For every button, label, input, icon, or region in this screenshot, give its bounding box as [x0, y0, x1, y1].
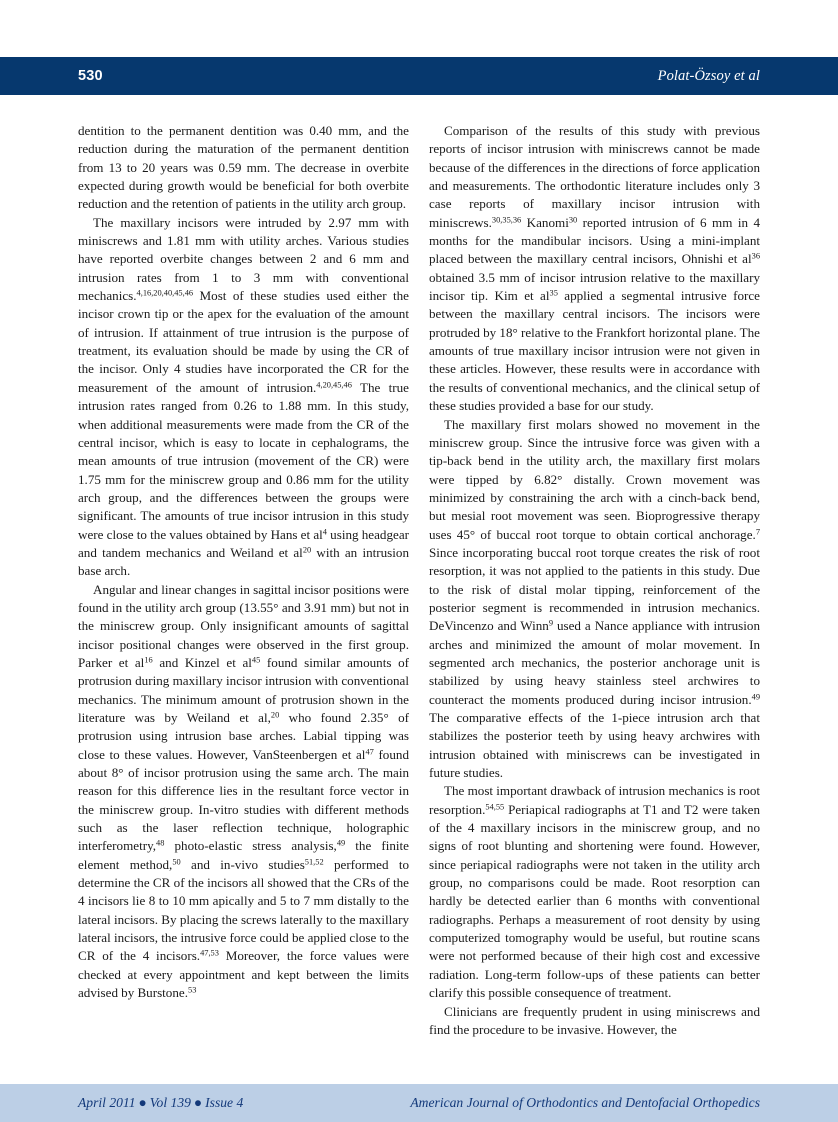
article-body [78, 122, 761, 1037]
footer-issue-part: Issue 4 [205, 1095, 244, 1110]
right-column-paragraph: The most important drawback of intrusion mechanics is root resorption.$^{54,55}$ Periapical radiographs at T1 and T2 were taken of the 4 maxillary incisors in the miniscrew group, and no signs of root blunting and shortening were found. However, since periapical radiographs were not taken in the utility arch group, no comparisons could be made. Root resorption can hardly be detected earlier than 6 months with conventional radiographs. Perhaps a measurement of root density by using computerized tomography would be useful, but routine scans were not performed because of their high cost and excessive radiation. Long-term follow-ups of these patients can better clarify this possible consequence of treatment. [429, 783, 760, 1001]
right-column-paragraph: Clinicians are frequently prudent in using miniscrews and find the procedure to be invasive. However, the [429, 1003, 760, 1037]
footer-issue-part: April 2011 [78, 1095, 136, 1110]
footer-separator-bullet: ● [138, 1095, 147, 1110]
footer-separator-bullet: ● [193, 1095, 203, 1110]
right-column [429, 122, 761, 1037]
page-footer-band [0, 1084, 838, 1122]
page-header-band [0, 57, 838, 95]
right-column-paragraph: The maxillary first molars showed no movement in the miniscrew group. Since the intrusive force was given with a tip-back bend in the utility arch, the maxillary first molars were tipped by 6.82° distally. Crown movement was minimized by constraining the arch with a cinch-back bend, but mesial root movement was seen. Bioprogressive therapy uses 45° of buccal root torque to obtain cortical anchorage.$^7$ Since incorporating buccal root torque creates the risk of root resorption, it was not applied to the patients in this study. Due to the risk of distal molar tipping, reinforcement of the posterior segment is recommended in intrusion mechanics. DeVincenzo and Winn$^9$ used a Nance appliance with intrusion arches and minimized the amount of molar movement. In segmented arch mechanics, the posterior anchorage unit is stabilized by using heavy stainless steel archwires to counteract the moments produced during incisor intrusion.$^{49}$ The comparative effects of the 1-piece intrusion arch that stabilizes the posterior teeth by using heavy archwires with intrusion obtained with miniscrews can be investigated in future studies. [429, 416, 761, 781]
page-header-content [78, 57, 760, 95]
right-column-paragraph: Comparison of the results of this study with previous reports of incisor intrusion with miniscrews cannot be made because of the differences in the directions of force application and measurements. The orthodontic literature includes only 3 case reports of maxillary incisor intrusion with miniscrews.$^{30,35,36}$ Kanomi$^{30}$ reported intrusion of 6 mm in 4 months for the mandibular incisors. Using a mini-implant placed between the maxillary central incisors, Ohnishi et $al^{36}$ obtained 3.5 mm of incisor intrusion relative to the maxillary incisor tip. Kim et $al^{35}$ applied a segmental intrusive force between the maxillary central incisors. The incisors were protruded by 18° relative to the Frankfort horizontal plane. The amounts of true maxillary incisor intrusion were not given in these articles. However, these results were in accordance with the results of conventional mechanics, and the clinical setup of these studies provided a base for our study. [429, 123, 761, 414]
running-title: Polat-Özsoy et al [657, 67, 760, 84]
page-number: 530 [78, 68, 103, 84]
left-column-paragraph: dentition to the permanent dentition was 0.40 mm, and the reduction during the maturation of the permanent dentition from 13 to 20 years was 0.59 mm. The decrease in overbite expected during growth would be beneficial for both overbite reduction and the retention of patients in the utility arch group. [78, 123, 409, 212]
left-column-paragraph: Angular and linear changes in sagittal incisor positions were found in the utility arch group (13.55° and 3.91 mm) but not in the miniscrew group. Only insignificant amounts of sagittal incisor positional changes were observed in the first group. Parker et $al^{16}$ and Kinzel et $al^{45}$ found similar amounts of protrusion during maxillary incisor intrusion with conventional mechanics. The minimum amount of protrusion shown in the literature was by Weiland et al,$^{20}$ who found 2.35° of protrusion using intrusion base arches. Labial tipping was close to these values. However, VanSteenbergen et $al^{47}$ found about 8° of incisor protrusion using the same arch. The main reason for this difference lies in the resultant force vector in the miniscrew group. In-vitro studies with different methods such as the laser reflection technique, holographic interferometry,$^{48}$ photo-elastic stress analysis,$^{49}$ the finite element method,$^{50}$ and in-vivo studies$^{51,52}$ performed to determine the CR of the incisors all showed that the CRs of the 4 incisors lie 8 to 10 mm apically and 5 to 7 mm distally to the lateral incisors. By placing the screws laterally to the maxillary lateral incisors, the intrusive force could be applied close to the CR of the 4 incisors.$^{47,53}$ Moreover, the force values were checked at every appointment and kept between the limits advised by Burstone.$^{53}$ [78, 581, 410, 1001]
footer-issue-part: Vol 139 [149, 1095, 191, 1110]
issue-info [78, 1095, 243, 1111]
page-footer-content [78, 1084, 760, 1122]
journal-title: American Journal of Orthodontics and Dentofacial Orthopedics [410, 1095, 760, 1110]
left-column [78, 122, 409, 1022]
left-column-paragraph: The maxillary incisors were intruded by 2.97 mm with miniscrews and 1.81 mm with utility arches. Various studies have reported overbite changes between 2 and 6 mm and intrusion rates from 1 to 3 mm with conventional mechanics.$^{4,16,20,40,45,46}$ Most of these studies used either the incisor crown tip or the apex for the evaluation of the amount of intrusion. If attainment of true intrusion is the purpose of treatment, its evaluation should be made by using the CR of the incisor. Only 4 studies have incorporated the CR for the measurement of the amount of intrusion.$^{4,20,45,46}$ The true intrusion rates ranged from 0.26 to 1.88 mm. In this study, when additional measurements were made from the CR of the central incisor, which is easy to locate in cephalograms, the mean amounts of true intrusion (movement of the CR) were 1.75 mm for the miniscrew group and 0.86 mm for the utility arch group, and the differences between the groups were significant. The amounts of true incisor intrusion in this study were close to the values obtained by Hans et $al^4$ using headgear and tandem mechanics and Weiland et $al^{20}$ with an intrusion base arch. [78, 214, 409, 579]
